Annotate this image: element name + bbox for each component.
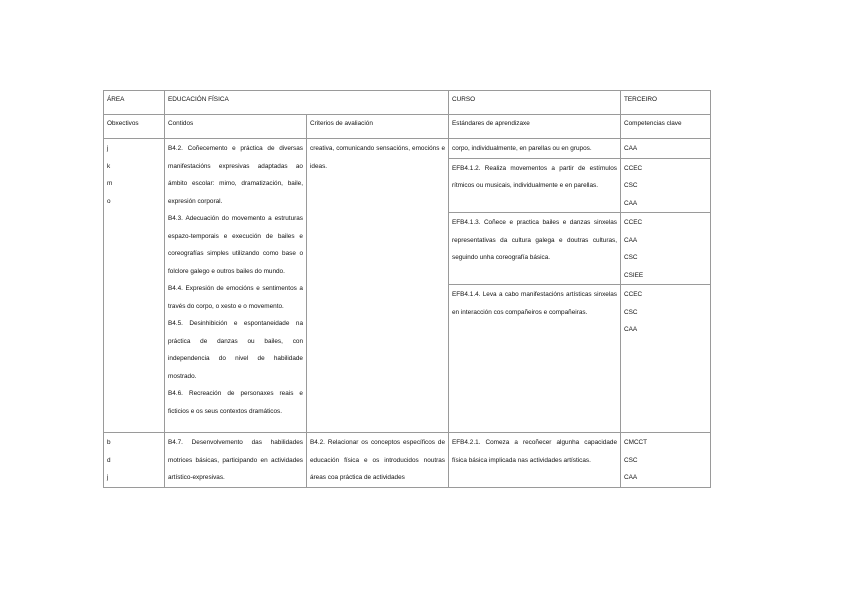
competencia-item: CSC xyxy=(624,456,638,464)
contido-item: B4.6. Recreación de personaxes reais e ficticios e os seus contextos dramáticos. xyxy=(168,390,303,415)
competencia-item: CCEC xyxy=(624,291,643,298)
competencia-item: CSC xyxy=(624,308,638,316)
competencia-item: CAA xyxy=(624,326,638,333)
col-estandares: Estándares de aprendizaxe xyxy=(449,115,621,139)
objectivos-cell xyxy=(104,433,165,488)
curriculum-table xyxy=(103,90,711,488)
header-row xyxy=(104,91,711,115)
objective-item: j xyxy=(107,145,109,152)
competencias-cell xyxy=(621,139,711,159)
contido-item: B4.3. Adecuación do movemento a estruturas espazo-temporais e execución de bailes e coreografías simples utilizando como base o folclore galego e outros bailes do mundo. xyxy=(168,215,303,275)
col-criterios: Criterios de avaliación xyxy=(307,115,449,139)
competencia-item: CAA xyxy=(624,236,638,244)
contido-item: B4.2. Coñecemento e práctica de diversas manifestacións expresivas adaptadas ao ámbito escolar: mimo, dramatización, baile, expresión corporal. xyxy=(168,145,303,205)
contidos-cell xyxy=(165,139,307,433)
contidos-cell: B4.7. Desenvolvemento das habilidades motrices básicas, participando en actividades artístico-expresivas. xyxy=(165,433,307,488)
competencia-item: CSC xyxy=(624,182,638,189)
contido-item: B4.5. Desinhibición e espontaneidade na práctica de danzas ou bailes, con independencia do nivel de habilidade mostrado. xyxy=(168,320,303,380)
objective-item: k xyxy=(107,162,111,170)
curso-value: TERCEIRO xyxy=(621,91,711,115)
contido-item: B4.4. Expresión de emocións e sentimentos a través do corpo, o xesto e o movemento. xyxy=(168,285,303,310)
competencia-item: CSIEE xyxy=(624,271,644,279)
estandar-cell: EFB4.1.3. Coñece e practica bailes e danzas sinxelas representativas da cultura galega e doutras culturas, seguindo unha coreografía básica. xyxy=(449,213,621,285)
col-contidos: Contidos xyxy=(165,115,307,139)
estandar-cell: EFB4.1.4. Leva a cabo manifestacións artísticas sinxelas en interacción cos compañeiros e compañeiras. xyxy=(449,285,621,433)
table-row xyxy=(104,139,711,159)
objective-item: b xyxy=(107,439,111,446)
competencia-item: CMCCT xyxy=(624,439,648,446)
objective-item: o xyxy=(107,197,111,205)
estandar-cell: EFB4.1.2. Realiza movementos a partir de estímulos rítmicos ou musicais, individualmente e en parellas. xyxy=(449,158,621,213)
column-header-row xyxy=(104,115,711,139)
competencia-item: CAA xyxy=(624,474,638,481)
objective-item: j xyxy=(107,474,109,481)
area-label: ÁREA xyxy=(104,91,165,115)
objectivos-cell xyxy=(104,139,165,433)
competencias-cell xyxy=(621,213,711,285)
competencia-item: CCEC xyxy=(624,164,643,172)
table-row xyxy=(104,433,711,488)
objective-item: d xyxy=(107,456,111,464)
criterios-cell: B4.2. Relacionar os conceptos específicos de educación física e os introducidos noutras áreas coa práctica de actividades xyxy=(307,433,449,488)
col-competencias: Competencias clave xyxy=(621,115,711,139)
curso-label: CURSO xyxy=(449,91,621,115)
objective-item: m xyxy=(107,180,113,187)
estandar-cell: EFB4.2.1. Comeza a recoñecer algunha capacidade física básica implicada nas actividades artísticas. xyxy=(449,433,621,488)
area-value: EDUCACIÓN FÍSICA xyxy=(165,91,449,115)
competencias-cell xyxy=(621,285,711,433)
criterios-cell: creativa, comunicando sensacións, emocións e ideas. xyxy=(307,139,449,433)
competencia-item: CCEC xyxy=(624,219,643,226)
col-objectivos: Obxectivos xyxy=(104,115,165,139)
competencias-cell xyxy=(621,433,711,488)
competencias-cell xyxy=(621,158,711,213)
competencia-item: CAA xyxy=(624,145,638,152)
estandar-cell: corpo, individualmente, en parellas ou en grupos. xyxy=(449,139,621,159)
competencia-item: CSC xyxy=(624,254,638,261)
competencia-item: CAA xyxy=(624,199,638,207)
